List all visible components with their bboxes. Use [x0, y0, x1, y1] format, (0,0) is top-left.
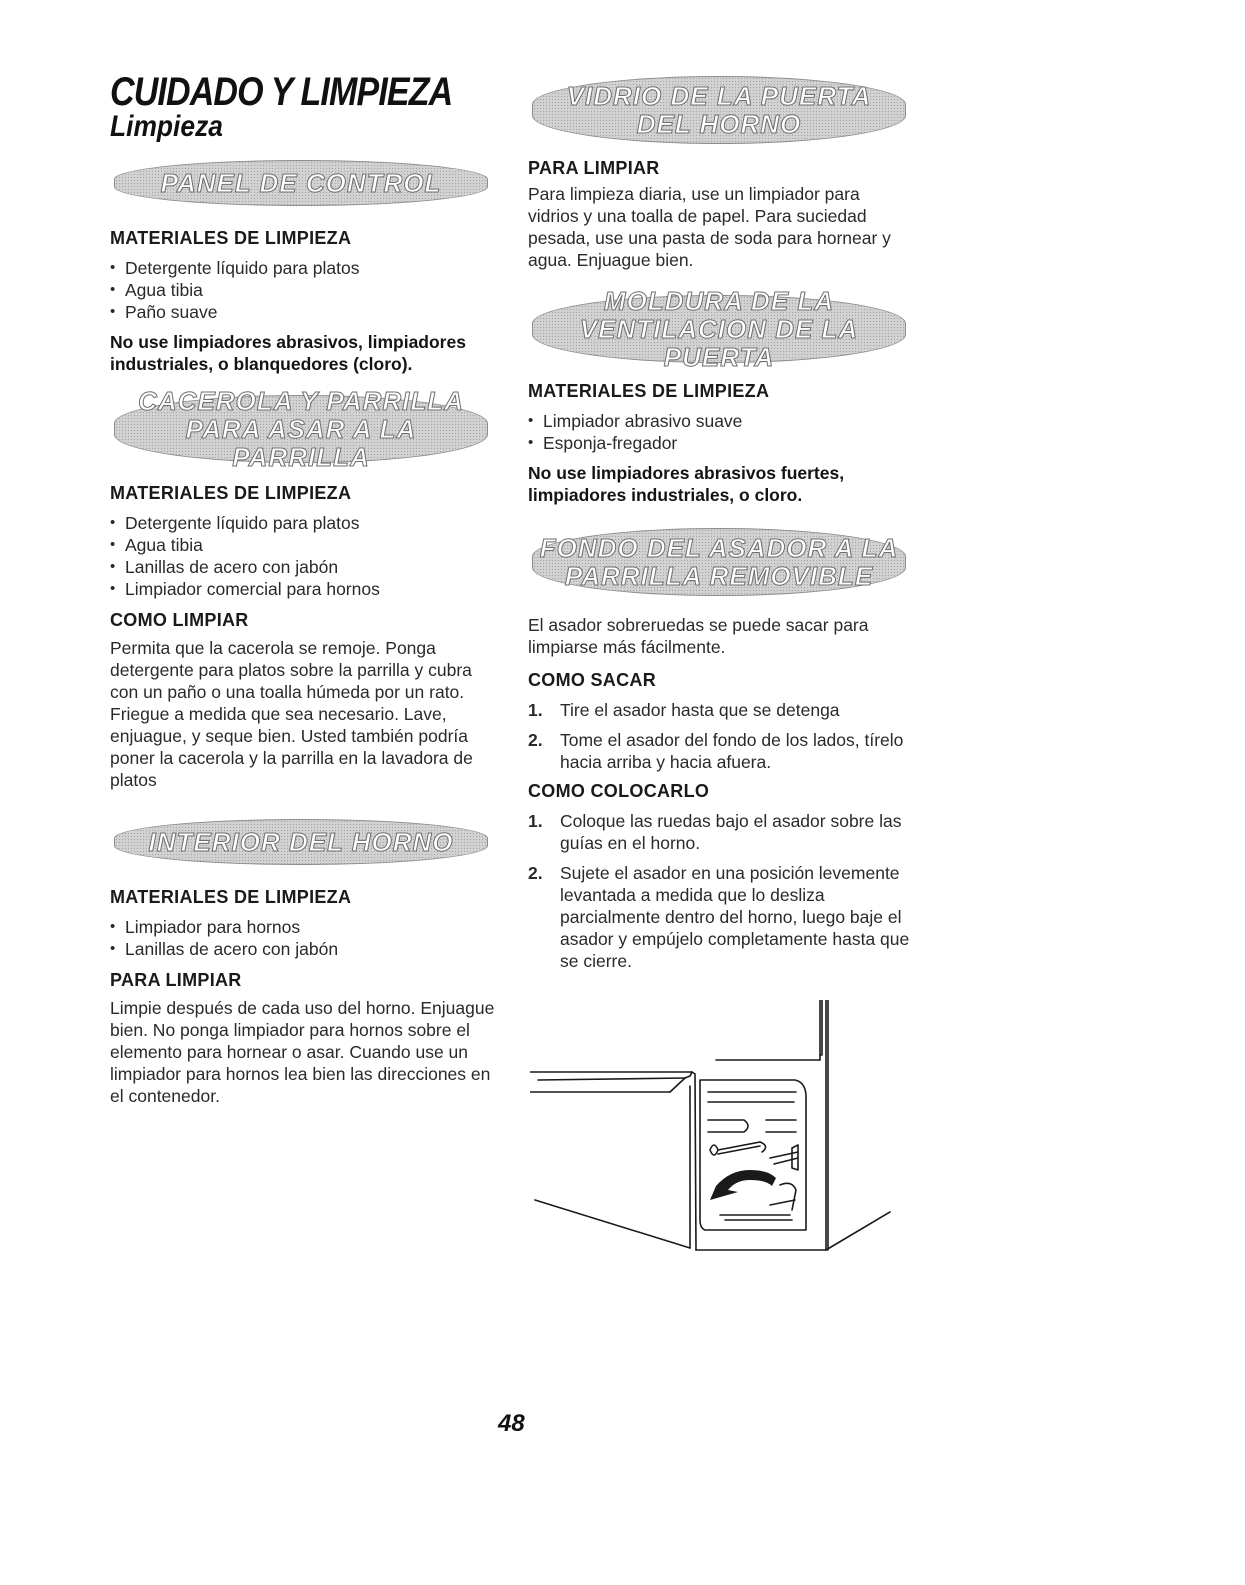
how-to-clean-heading: COMO LIMPIAR [110, 610, 249, 630]
door-vent-banner [532, 286, 906, 372]
control-panel-banner-text: PANEL DE CONTROL [160, 168, 442, 198]
list-item: • Limpiador comercial para hornos [110, 578, 495, 600]
materials-list [110, 512, 495, 600]
list-item: • Agua tibia [110, 279, 495, 301]
door-vent-banner-line2: VENTILACION DE LA PUERTA [579, 314, 859, 372]
page-subtitle: Limpieza [110, 110, 223, 143]
broiler-pan-banner-line1: CACEROLA Y PARRILLA [138, 386, 464, 416]
list-item: • Detergente líquido para platos [110, 512, 495, 534]
step-number: 1. [528, 700, 543, 720]
warning-text: No use limpiadores abrasivos fuertes, limpiadores industriales, o cloro. [528, 463, 845, 505]
broiler-drawer-banner [532, 528, 906, 596]
list-item: • Lanillas de acero con jabón [110, 938, 495, 960]
broiler-drawer-illustration [530, 1000, 900, 1265]
warning-text: No use limpiadores abrasivos, limpiadores industriales, o blanquedores (cloro). [110, 332, 466, 374]
door-glass-banner-line1: VIDRIO DE LA PUERTA [566, 81, 872, 111]
list-item: • Detergente líquido para platos [110, 257, 495, 279]
materials-list [528, 410, 913, 454]
materials-list [110, 257, 495, 323]
install-steps [528, 810, 913, 972]
to-clean-text: Limpie después de cada uso del horno. Enjuague bien. No ponga limpiador para hornos sobre el elemento para hornear o asar. Cuando use un limpiador para hornos lea bien las direcciones en el contenedor. [110, 998, 495, 1106]
step-text: Sujete el asador en una posición levemente levantada a medida que lo desliza parcialmente dentro del horno, luego baje el asador y empújelo completamente hasta que se cierre. [560, 863, 910, 971]
step-text: Tire el asador hasta que se detenga [560, 700, 840, 720]
list-item: • Limpiador para hornos [110, 916, 495, 938]
how-to-install-heading: COMO COLOCARLO [528, 781, 710, 801]
page-number: 48 [498, 1410, 525, 1437]
step-item [528, 699, 913, 721]
list-item: • Limpiador abrasivo suave [528, 410, 913, 432]
materials-heading: MATERIALES DE LIMPIEZA [110, 887, 352, 907]
step-item [528, 729, 913, 773]
oven-interior-banner-text: INTERIOR DEL HORNO [148, 827, 454, 857]
remove-steps [528, 699, 913, 773]
right-column [528, 76, 913, 980]
how-to-clean-text: Permita que la cacerola se remoje. Ponga detergente para platos sobre la parrilla y cubra con un paño o una toalla húmeda por un rato. Friegue a medida que sea necesario. Lave, enjuague, y seque bien. Usted también podría poner la cacerola y la parrilla en la lavadora de platos [110, 638, 473, 790]
to-clean-text: Para limpieza diaria, use un limpiador para vidrios y una toalla de papel. Para suciedad pesada, use una pasta de soda para hornear y agua. Enjuague bien. [528, 184, 891, 270]
step-text: Coloque las ruedas bajo el asador sobre las guías en el horno. [560, 811, 902, 853]
materials-heading: MATERIALES DE LIMPIEZA [110, 483, 352, 503]
arrow-icon [710, 1170, 776, 1200]
broiler-pan-banner-line2: PARA ASAR A LA PARRILLA [185, 414, 417, 472]
drawer-intro-text: El asador sobreruedas se puede sacar para limpiarse más fácilmente. [528, 615, 869, 657]
materials-heading: MATERIALES DE LIMPIEZA [528, 381, 770, 401]
step-number: 2. [528, 863, 543, 883]
oven-interior-banner [114, 819, 488, 865]
broiler-drawer-banner-line2: PARRILLA REMOVIBLE [564, 561, 874, 591]
left-column [110, 160, 495, 1107]
step-item [528, 810, 913, 854]
door-vent-banner-line1: MOLDURA DE LA [603, 286, 835, 316]
control-panel-banner [114, 160, 488, 206]
to-clean-heading: PARA LIMPIAR [528, 158, 660, 178]
materials-heading: MATERIALES DE LIMPIEZA [110, 228, 352, 248]
list-item: • Paño suave [110, 301, 495, 323]
broiler-drawer-banner-line1: FONDO DEL ASADOR A LA [539, 533, 899, 563]
broiler-pan-banner [114, 386, 488, 472]
to-clean-heading: PARA LIMPIAR [110, 970, 242, 990]
list-item: • Esponja-fregador [528, 432, 913, 454]
step-number: 1. [528, 811, 543, 831]
step-number: 2. [528, 730, 543, 750]
page-title: CUIDADO Y LIMPIEZA [110, 70, 453, 114]
list-item: • Agua tibia [110, 534, 495, 556]
step-item [528, 862, 913, 972]
how-to-remove-heading: COMO SACAR [528, 670, 656, 690]
step-text: Tome el asador del fondo de los lados, tírelo hacia arriba y hacia afuera. [560, 730, 904, 772]
materials-list [110, 916, 495, 960]
list-item: • Lanillas de acero con jabón [110, 556, 495, 578]
door-glass-banner-line2: DEL HORNO [636, 109, 802, 139]
door-glass-banner [532, 76, 906, 144]
